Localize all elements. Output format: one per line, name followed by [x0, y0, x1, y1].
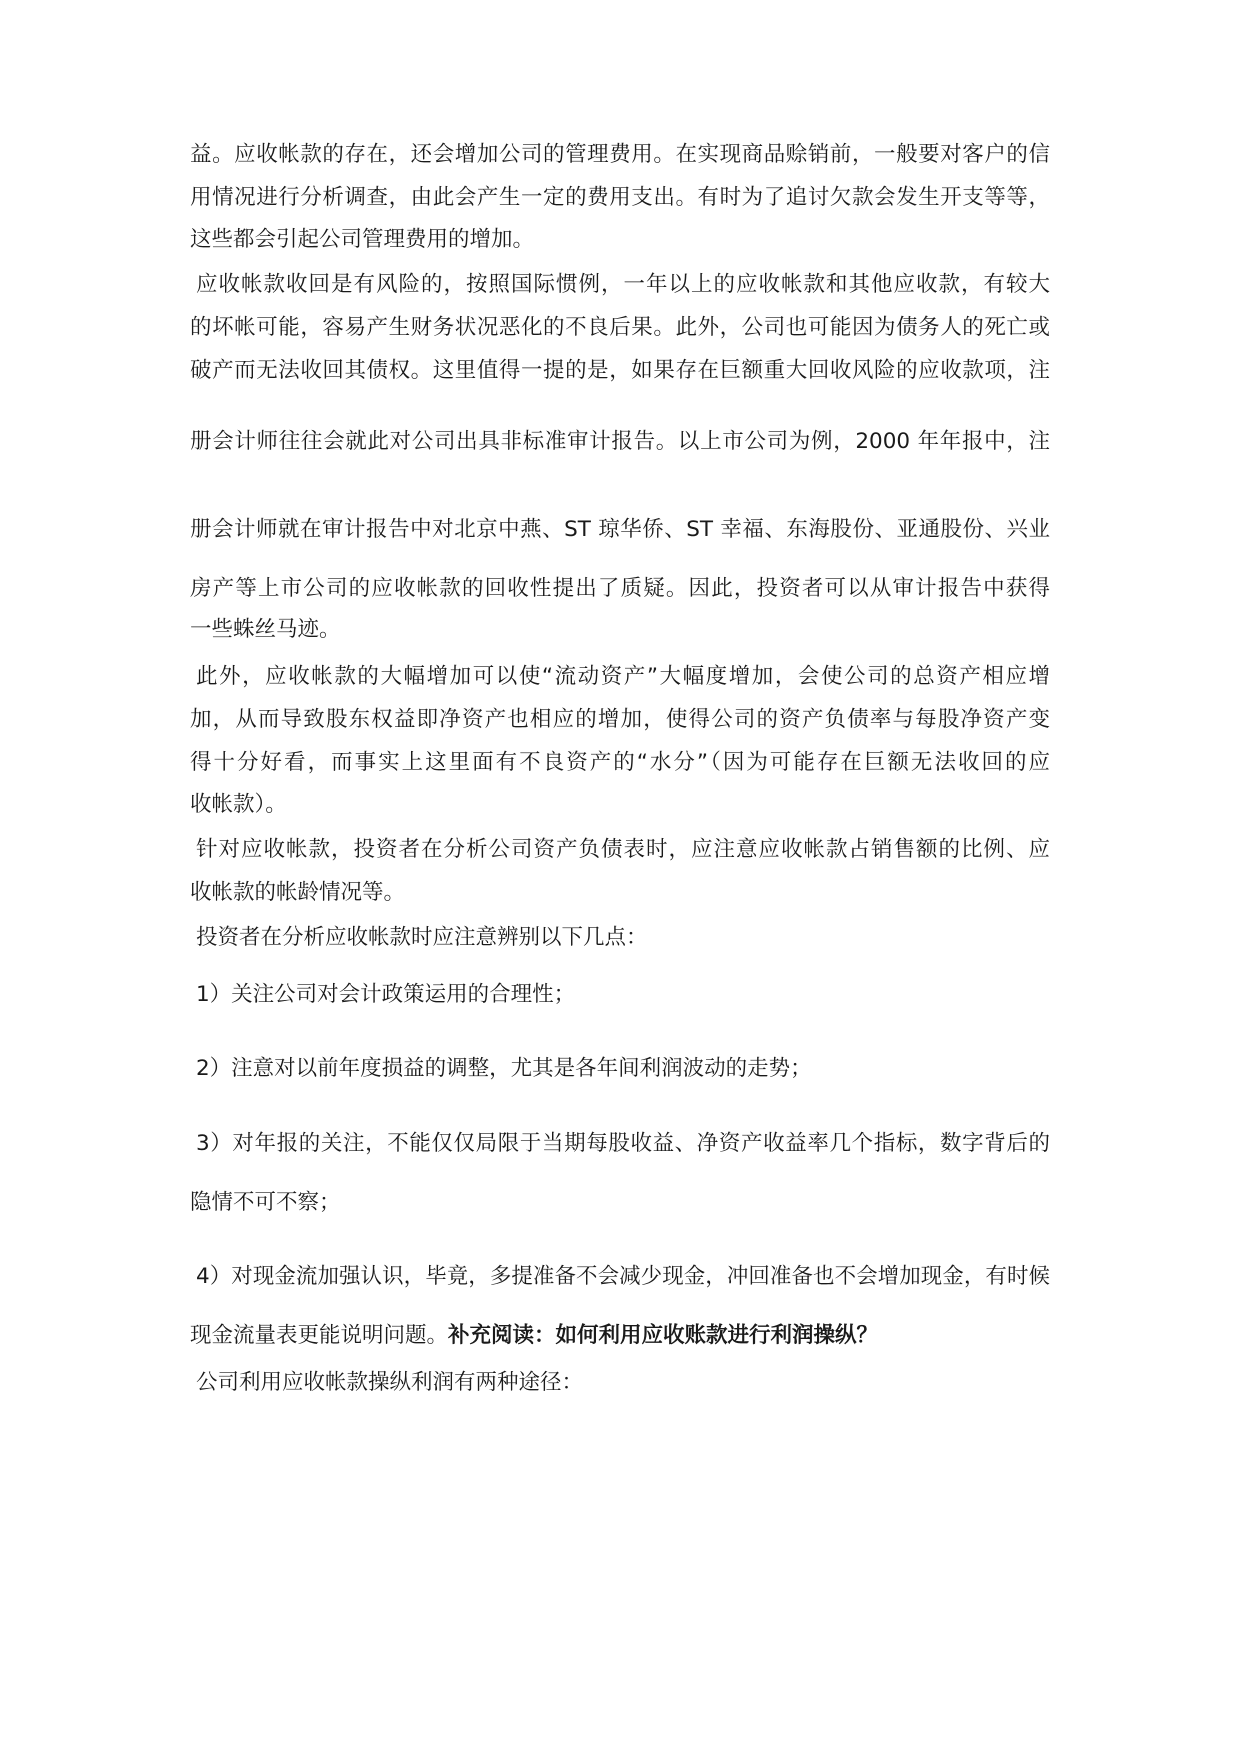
text-line: 得十分好看，而事实上这里面有不良资产的“水分”（因为可能存在巨额无法收回的应: [190, 750, 1050, 775]
text-line: 应收帐款收回是有风险的，按照国际惯例，一年以上的应收帐款和其他应收款，有较大: [196, 272, 1050, 297]
text-line: 加，从而导致股东权益即净资产也相应的增加，使得公司的资产负债率与每股净资产变: [190, 707, 1050, 732]
text-line: 投资者在分析应收帐款时应注意辨别以下几点：: [196, 925, 648, 950]
text-line: 此外，应收帐款的大幅增加可以使“流动资产”大幅度增加，会使公司的总资产相应增: [196, 664, 1050, 689]
text-line: 公司利用应收帐款操纵利润有两种途径：: [196, 1370, 584, 1395]
text-line: 用情况进行分析调查，由此会产生一定的费用支出。有时为了追讨欠款会发生开支等等，: [190, 185, 1050, 210]
list-item: 隐情不可不察；: [190, 1190, 341, 1215]
text-line: 册会计师往往会就此对公司出具非标准审计报告。以上市公司为例，2000 年年报中，注: [190, 429, 1050, 454]
list-item: 3）对年报的关注，不能仅仅局限于当期每股收益、净资产收益率几个指标，数字背后的: [196, 1131, 1050, 1156]
text-line: 收帐款）。: [190, 792, 287, 817]
text-line: 册会计师就在审计报告中对北京中燕、ST 琼华侨、ST 幸福、东海股份、亚通股份、兴业: [190, 517, 1050, 542]
text-line: 益。应收帐款的存在，还会增加公司的管理费用。在实现商品赊销前，一般要对客户的信: [190, 142, 1050, 167]
list-item: 1）关注公司对会计政策运用的合理性；: [196, 982, 576, 1007]
text-line: 的坏帐可能，容易产生财务状况恶化的不良后果。此外，公司也可能因为债务人的死亡或: [190, 315, 1050, 340]
text-line-lead: 现金流量表更能说明问题。: [190, 1323, 449, 1348]
list-item: 2）注意对以前年度损益的调整，尤其是各年间利润波动的走势；: [196, 1056, 812, 1081]
text-line: 房产等上市公司的应收帐款的回收性提出了质疑。因此，投资者可以从审计报告中获得: [190, 576, 1050, 601]
text-line: 针对应收帐款，投资者在分析公司资产负债表时，应注意应收帐款占销售额的比例、应: [196, 837, 1050, 862]
text-line: [190, 1322, 1050, 1350]
text-line: 收帐款的帐龄情况等。: [190, 880, 406, 905]
text-line: 破产而无法收回其债权。这里值得一提的是，如果存在巨额重大回收风险的应收款项，注: [190, 358, 1050, 383]
text-line: 这些都会引起公司管理费用的增加。: [190, 227, 535, 252]
list-item: 4）对现金流加强认识，毕竟，多提准备不会减少现金，冲回准备也不会增加现金，有时候: [196, 1264, 1050, 1289]
text-line: 一些蛛丝马迹。: [190, 617, 341, 642]
supplementary-heading: 补充阅读：如何利用应收账款进行利润操纵？: [448, 1323, 879, 1348]
